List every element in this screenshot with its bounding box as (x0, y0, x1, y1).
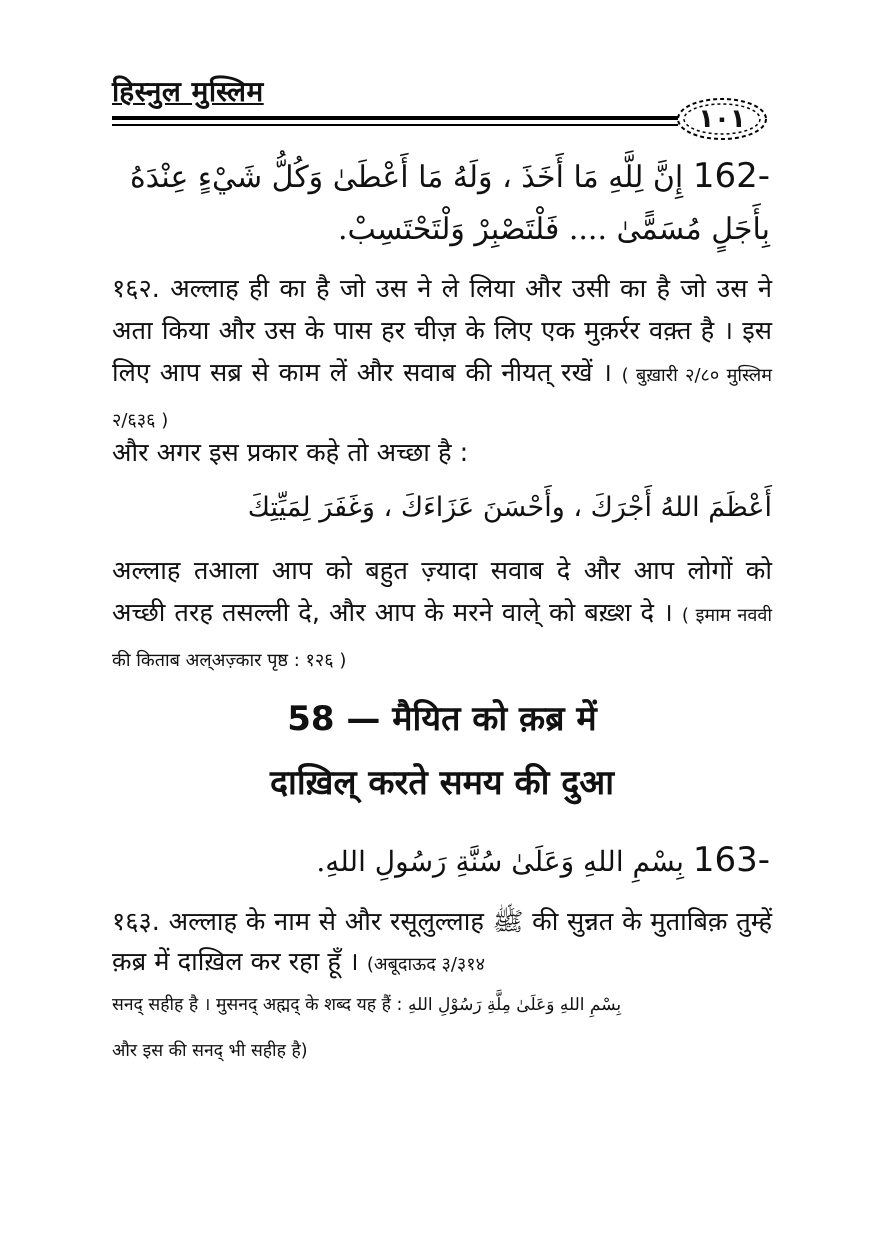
dua-163-translation-text: १६३. अल्लाह के नाम से और रसूलुल्लाह ﷺ की सुन्नत के मुताबिक़ तुम्हें क़ब्र में दाख़िल कर रहा हूँ । (112, 907, 773, 977)
dua-162-reference: ( बुख़ारी २/८० मुस्लिम २/६३६ ) (112, 365, 773, 431)
page-number: ١٠١ (698, 104, 746, 134)
dua-163-arabic (110, 836, 770, 886)
dua-163-last-line: और इस की सनद् भी सहीह है) (112, 1041, 308, 1061)
dua-162-translation-text: १६२. अल्लाह ही का है जो उस ने ले लिया और उसी का है जो उस ने अता किया और उस के पास हर चीज़ के लिए एक मुक़र्रर वक़्त है । इस लिए आप सब्र से काम लें और सवाब की नीयत् रखें । (112, 274, 772, 388)
dua-162-alt-reference: ( इमाम नववी की किताब अल्अज़्कार पृष्ठ : १२६ ) (112, 605, 772, 671)
dua-162-number: 162- (692, 156, 770, 196)
dua-162-alt-translation (112, 550, 772, 682)
header-rule-thick (112, 116, 678, 120)
page-number-badge (672, 94, 772, 144)
dua-162-arabic (110, 150, 770, 256)
dua-163-number: 163- (692, 840, 770, 880)
section-heading-line2: दाख़िल् करते समय की दुआ (269, 763, 615, 803)
dua-163-sub-line (112, 986, 772, 1024)
dua-162-alt-intro: और अगर इस प्रकार कहे तो अच्छा है : (112, 438, 469, 468)
dua-163-sub-arabic: بِسْمِ اللهِ وَعَلَىٰ مِلَّةِ رَسُوْلِ اللهِ (407, 995, 622, 1015)
dua-163-arabic-text: بِسْمِ اللهِ وَعَلَىٰ سُنَّةِ رَسُولِ اللهِ. (316, 845, 684, 878)
dua-162-arabic-text: إِنَّ لِلَّهِ مَا أَخَذَ ، وَلَهُ مَا أَعْطَىٰ وَكُلُّ شَيْءٍ عِنْدَهُ بِأَجَلٍ مُسَمًّىٰ .... فَلْتَصْبِرْ وَلْتَحْتَسِبْ. (129, 160, 770, 247)
book-title: हिस्नुल मुस्लिम (112, 75, 264, 108)
dua-163-translation (112, 902, 772, 985)
dua-162-alt-translation-text: अल्लाह तआला आप को बहुत ज़्यादा सवाब दे और आप लोगों को अच्छी तरह तसल्ली दे, और आप के मरने वाले् को बख़्श दे । (112, 556, 772, 628)
dua-163-reference-open: (अबूदाऊद ३/३१४ (366, 954, 486, 975)
dua-163-sub-text: सनद् सहीह है । मुसनद् अह्मद् के शब्द यह हैं : (112, 995, 403, 1015)
dua-162-alt-arabic: أَعْظَمَ اللهُ أَجْرَكَ ، وأَحْسَنَ عَزَاءَكَ ، وَغَفَرَ لِمَيِّتِكَ (247, 492, 772, 523)
header-rule-thin (112, 124, 678, 126)
section-heading-line1: 58 — मैयित को क़ब्र में (287, 699, 597, 739)
dua-162-translation (112, 268, 772, 442)
